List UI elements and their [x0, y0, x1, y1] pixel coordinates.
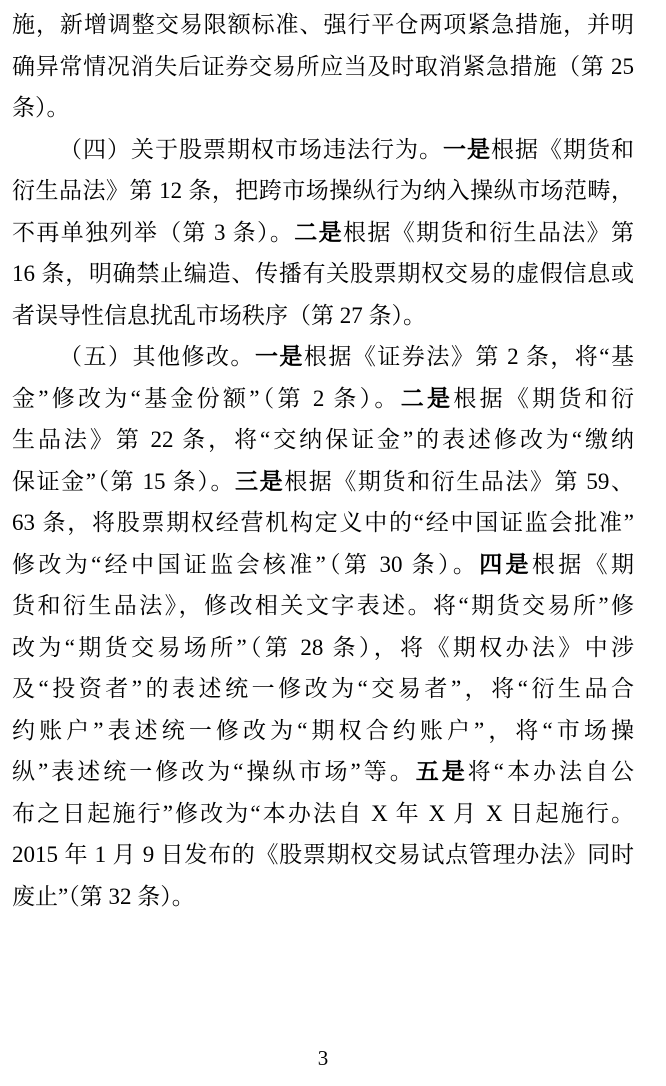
text-line	[12, 419, 634, 461]
text-run: 将“本办法自公	[467, 759, 634, 784]
text-run: 根据《期	[531, 551, 634, 577]
text-line	[12, 793, 634, 835]
text-run: 16 条，明确禁止编造、传播有关股票期权交易的虚假信息或	[12, 261, 634, 286]
text-run: 根据《证券法》第 2 条，将“基	[303, 344, 634, 369]
text-run: 生品法》第 22 条，将“交纳保证金”的表述修改为“缴纳	[12, 427, 634, 452]
text-run: 保证金”（第 15 条）。	[12, 468, 236, 494]
text-run: 纵”表述统一修改为“操纵市场”等。	[12, 759, 416, 784]
text-line	[12, 129, 634, 171]
text-line	[12, 627, 634, 669]
text-line	[12, 46, 634, 88]
text-run: 2015 年 1 月 9 日发布的《股票期权交易试点管理办法》同时	[12, 842, 634, 867]
emphasis-text-run: 一是	[254, 344, 304, 369]
document-body	[12, 4, 634, 917]
text-run: 施，新增调整交易限额标准、强行平仓两项紧急措施，并明	[12, 12, 634, 37]
text-run: 条）。	[12, 95, 70, 120]
text-line	[12, 87, 634, 129]
text-line	[12, 834, 634, 876]
page-number: 3	[317, 1046, 329, 1070]
text-run: 货和衍生品法》，修改相关文字表述。将“期货交易所”修	[12, 593, 634, 618]
emphasis-text-run: 二是	[294, 219, 343, 245]
text-line	[12, 295, 634, 337]
text-run: 者误导性信息扰乱市场秩序（第 27 条）。	[12, 302, 426, 328]
emphasis-text-run: 四是	[479, 551, 532, 577]
text-run: 确异常情况消失后证券交易所应当及时取消紧急措施（第 25	[12, 53, 634, 79]
text-run: 63 条，将股票期权经营机构定义中的“经中国证监会批准”	[12, 510, 634, 535]
text-run: （四）关于股票期权市场违法行为。	[59, 136, 443, 162]
text-line	[12, 253, 634, 295]
text-line	[12, 751, 634, 793]
emphasis-text-run: 五是	[415, 759, 468, 784]
text-run: 不再单独列举（第 3 条）。	[12, 219, 295, 245]
text-line	[12, 585, 634, 627]
emphasis-text-run: 一是	[443, 136, 491, 162]
page-footer	[12, 1045, 634, 1071]
text-line	[12, 710, 634, 752]
text-line	[12, 170, 634, 212]
text-line	[12, 502, 634, 544]
text-run: 根据《期货和	[491, 136, 634, 162]
text-line	[12, 378, 634, 420]
text-line	[12, 4, 634, 46]
emphasis-text-run: 三是	[235, 468, 285, 494]
text-line	[12, 336, 634, 378]
text-run: 金”修改为“基金份额”（第 2 条）。	[12, 385, 401, 411]
text-line	[12, 876, 634, 918]
text-run: 修改为“经中国证监会核准”（第 30 条）。	[12, 551, 480, 577]
text-run: 及“投资者”的表述统一修改为“交易者”，将“衍生品合	[12, 676, 634, 701]
text-run: 根据《期货和衍生品法》第	[342, 219, 634, 245]
text-run: 根据《期货和衍	[453, 385, 634, 411]
text-line	[12, 544, 634, 586]
text-line	[12, 212, 634, 254]
text-run: 约账户”表述统一修改为“期权合约账户”，将“市场操	[12, 717, 634, 743]
text-line	[12, 668, 634, 710]
text-run: 改为“期货交易场所”（第 28 条），将《期权办法》中涉	[12, 634, 634, 660]
text-line	[12, 461, 634, 503]
text-run: 废止”（第 32 条）。	[12, 883, 195, 909]
emphasis-text-run: 二是	[400, 385, 454, 411]
text-run: 衍生品法》第 12 条，把跨市场操纵行为纳入操纵市场范畴，	[12, 178, 634, 203]
text-run: （五）其他修改。	[59, 344, 255, 369]
text-run: 布之日起施行”修改为“本办法自 X 年 X 月 X 日起施行。	[12, 800, 634, 826]
text-run: 根据《期货和衍生品法》第 59、	[284, 468, 634, 494]
